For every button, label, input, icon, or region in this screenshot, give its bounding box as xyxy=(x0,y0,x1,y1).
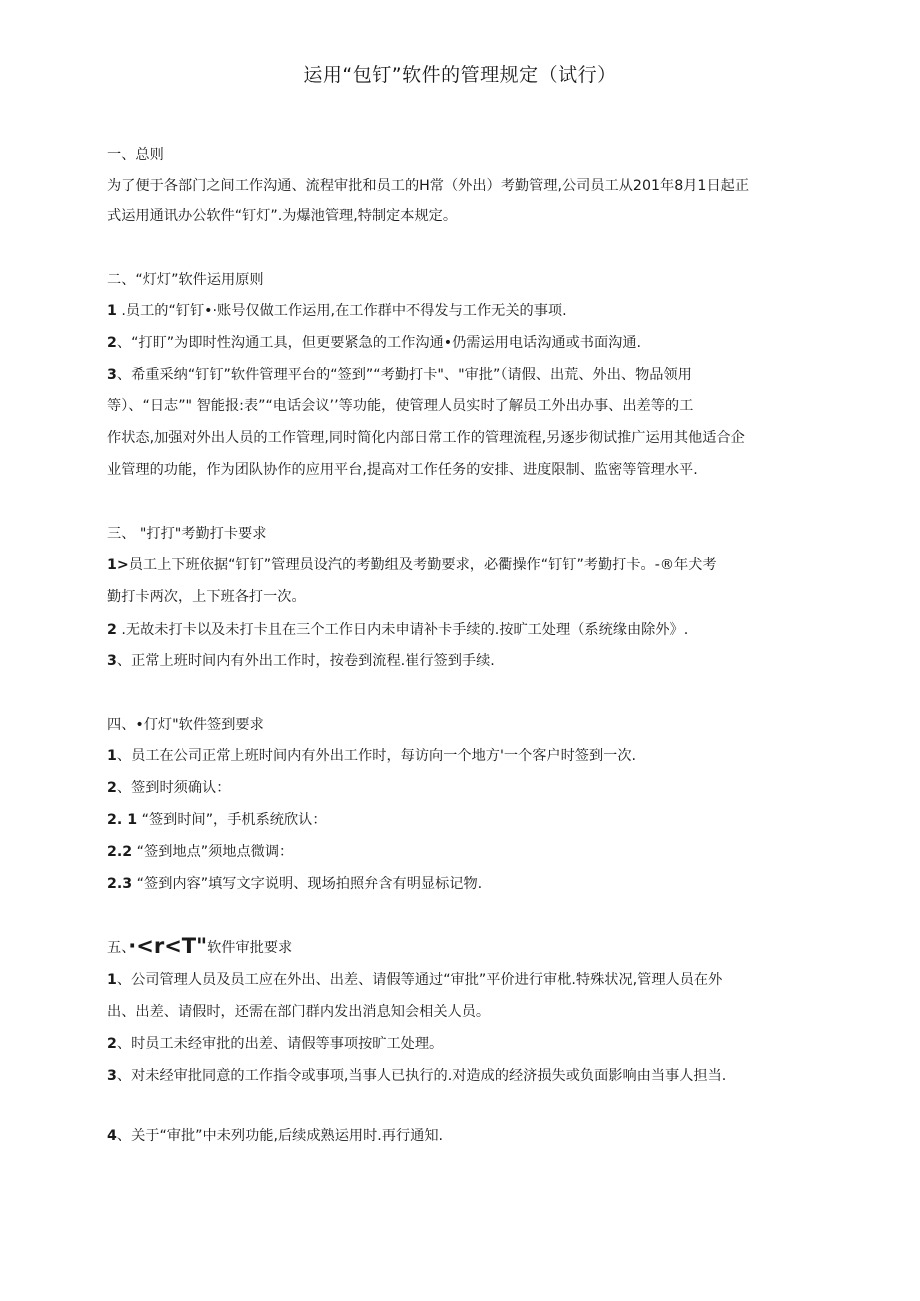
section-4-item-2-3: 2.3 “签到内容”填写文字说明、现场拍照弁含有明显标记物. xyxy=(107,876,483,892)
section-1-heading: 一、总则 xyxy=(107,147,164,163)
section-5-item-4: 4、关于“审批”中未列功能,后续成熟运用时.再行通知. xyxy=(107,1128,444,1144)
section-3-item-1-line-2: 勤打卡两次，上下班各打一次。 xyxy=(107,589,306,605)
section-4-item-1: 1、员工在公司正常上班时间内有外出工作时，每访向一个地方'一个客户时签到一次. xyxy=(107,748,637,764)
section-5-item-1-line-2: 出、出差、请假时，还需在部门群内发出消息知会相关人员。 xyxy=(107,1004,491,1020)
section-1-paragraph-line-1: 为了便于各部门之间工作沟通、流程审批和员工的H常（外出）考勤管理,公司员工从201年8月1日起正 xyxy=(107,178,750,194)
section-2-heading: 二、“灯灯”软件运用原则 xyxy=(107,272,264,288)
section-4-item-2: 2、签到时须确认： xyxy=(107,780,231,796)
section-5-item-3: 3、对未经审批同意的工作指令或事项,当事人已执行的.对造成的经济损失或负面影响由当事人担当. xyxy=(107,1068,727,1084)
section-2-item-2: 2、“打盯”为即时性沟通工具，但更要紧急的工作沟通•仍需运用电话沟通或书面沟通. xyxy=(107,335,642,351)
section-4-heading: 四、•仃灯"软件签到要求 xyxy=(107,717,264,733)
section-1-paragraph-line-2: 式运用通讯办公软件“钉灯”.为爆池管理,特制定本规定。 xyxy=(107,208,458,224)
section-3-item-3: 3、正常上班时间内有外出工作时，按卷到流程.崔行签到手续. xyxy=(107,653,495,669)
section-5-heading: 五、·<r<T"软件审批要求 xyxy=(107,934,293,958)
section-4-item-2-2: 2.2 “签到地点”须地点微调： xyxy=(107,844,294,860)
section-3-heading: 三、 "打打"考勤打卡要求 xyxy=(107,526,267,542)
section-2-item-1: 1 .员工的“钉钉•·账号仅做工作运用,在工作群中不得发与工作无关的事项. xyxy=(107,303,567,319)
section-5-item-1-line-1: 1、公司管理人员及员工应在外出、出差、请假等通过“审批”平价进行审枇.特殊状况,管理人员在外 xyxy=(107,972,723,988)
section-2-item-3-line-1: 3、希重采纳“钉钉”软件管理平台的“签到”“考勤打卡"、"审批”（请假、出荒、外出、物品领用 xyxy=(107,367,692,383)
section-3-item-2: 2 .无故未打卡以及未打卡且在三个工作日内未申请补卡手续的.按旷工处理（系统缘由除外》. xyxy=(107,622,689,638)
section-3-item-1-line-1: 1>员工上下班依据“钉钉”管理员设汽的考勤组及考勤要求，必衢操作“钉钉”考勤打卡。-®年犬考 xyxy=(107,557,717,573)
document-title: 运用“包钉”软件的管理规定（试行） xyxy=(303,64,617,86)
section-5-item-2: 2、时员工未经审批的出差、请假等事项按旷工处理。 xyxy=(107,1036,444,1052)
section-4-item-2-1: 2. 1 “签到时间”，手机系统欣认： xyxy=(107,812,327,828)
section-2-item-3-line-4: 业管理的功能，作为团队协作的应用平台,提高对工作任务的安排、进度限制、监密等管理水平. xyxy=(107,462,698,478)
section-2-item-3-line-3: 作状态,加强对外出人员的工作管理,同时简化内部日常工作的管理流程,另逐步彻试推广运用其他适合企 xyxy=(107,430,745,446)
section-2-item-3-line-2: 等）、“日志”" 智能报:表”“电话会议’’等功能，使管理人员实时了解员工外出办事、出差等的工 xyxy=(107,398,694,414)
